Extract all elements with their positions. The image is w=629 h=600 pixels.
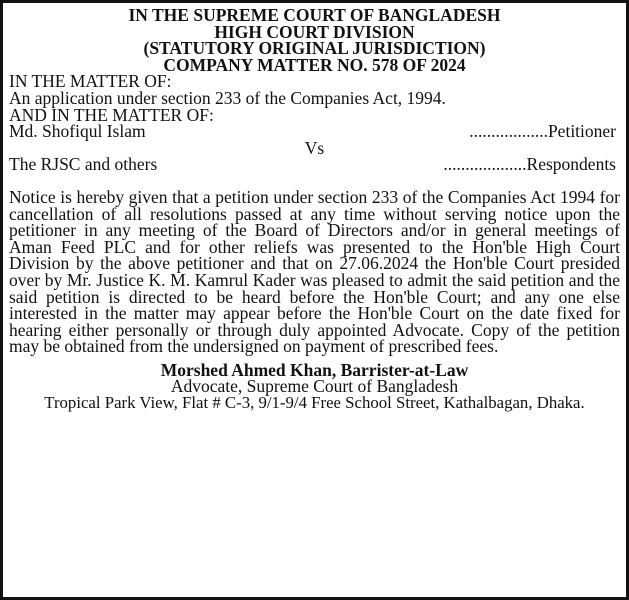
matter-number: COMPANY MATTER NO. 578 OF 2024 [163, 54, 466, 75]
notice-heading [9, 7, 620, 73]
advocate-address: Tropical Park View, Flat # C-3, 9/1-9/4 Free School Street, Kathalbagan, Dhaka. [44, 393, 585, 413]
notice-body: Notice is hereby given that a petition under section 233 of the Companies Act 1994 for cancellation of all resolutions passed at any time without serving notice upon the petitioner in any meeting of the Board of Directors and/or in general meetings of Aman Feed PLC and for other reliefs was presented to the Hon'ble High Court Division by the above petitioner and that on 27.06.2024 the Hon'ble Court presided over by Mr. Justice K. M. Kamrul Kader was pleased to admit the said petition and the said petition is directed to be heard before the Hon'ble Court; and any one else interested in the matter may appear before the Hon'ble Court on the date fixed for hearing either personally or through duly appointed Advocate. Copy of the petition may be obtained from the undersigned on payment of prescribed fees. [9, 186, 620, 357]
advocate-name: Morshed Ahmed Khan, Barrister-at-Law [160, 359, 469, 380]
versus-label: Vs [304, 137, 325, 158]
matter-label: IN THE MATTER OF: [9, 71, 172, 92]
respondent-name: The RJSC and others [9, 154, 158, 175]
petitioner-role: ..................Petitioner [469, 121, 616, 142]
court-name: IN THE SUPREME COURT OF BANGLADESH [128, 5, 501, 25]
signature-block [9, 359, 620, 413]
respondent-row [9, 156, 620, 173]
spacer [9, 173, 620, 188]
division-name: HIGH COURT DIVISION [214, 21, 415, 42]
application-text: An application under section 233 of the Companies Act, 1994. [9, 87, 446, 108]
advocate-title: Advocate, Supreme Court of Bangladesh [170, 376, 459, 397]
petitioner-name: Md. Shofiqul Islam [9, 121, 146, 142]
matter-label-2: AND IN THE MATTER OF: [9, 104, 214, 125]
jurisdiction: (STATUTORY ORIGINAL JURISDICTION) [143, 38, 486, 59]
respondent-role: ...................Respondents [443, 154, 616, 175]
